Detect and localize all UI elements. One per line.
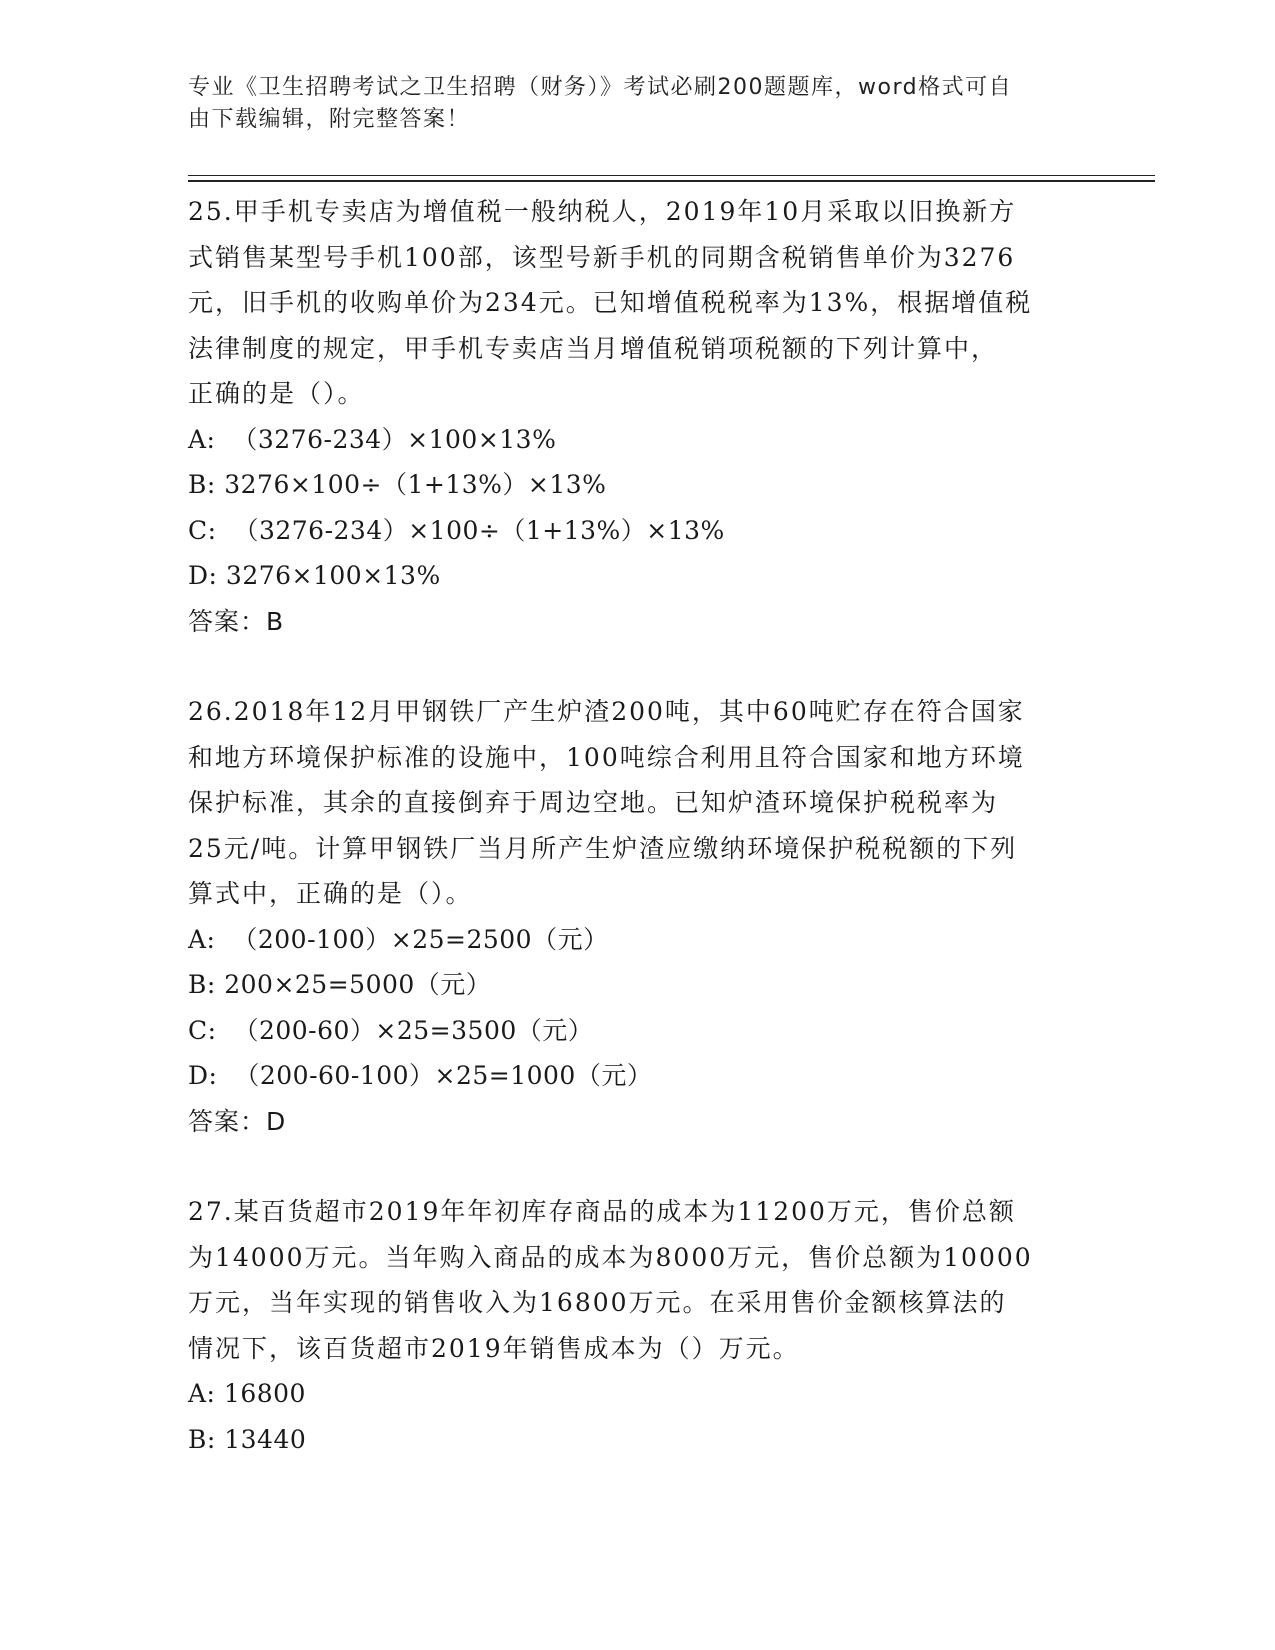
option-d: D: （200-60-100）×25=1000（元） xyxy=(188,1061,653,1090)
question-stem-line: 25元/吨。计算甲钢铁厂当月所产生炉渣应缴纳环境保护税税额的下列 xyxy=(188,833,1018,863)
question-stem-line: 26.2018年12月甲钢铁厂产生炉渣200吨，其中60吨贮存在符合国家 xyxy=(188,697,1025,726)
question-stem-line: 算式中，正确的是（）。 xyxy=(188,879,473,908)
option-d: D: 3276×100×13% xyxy=(188,561,441,590)
document-header xyxy=(188,72,1078,136)
header-divider-thin xyxy=(188,175,1155,176)
question-stem-line: 式销售某型号手机100部，该型号新手机的同期含税销售单价为3276 xyxy=(188,242,1016,272)
option-a: A: （3276-234）×100×13% xyxy=(188,424,557,454)
header-divider-thick xyxy=(188,180,1155,182)
option-c: C: （200-60）×25=3500（元） xyxy=(188,1015,594,1045)
question-stem-line: 万元，当年实现的销售收入为16800万元。在采用售价金额核算法的 xyxy=(188,1288,1007,1317)
question-stem-line: 和地方环境保护标准的设施中，100吨综合利用且符合国家和地方环境 xyxy=(188,742,1025,772)
header-line: 专业《卫生招聘考试之卫生招聘（财务）》考试必刷200题题库，word格式可自 xyxy=(188,75,1013,100)
option-a: A: 16800 xyxy=(188,1379,306,1408)
header-line: 由下载编辑，附完整答案！ xyxy=(188,107,471,132)
question-stem-line: 保护标准，其余的直接倒弃于周边空地。已知炉渣环境保护税税率为 xyxy=(188,788,999,817)
question-stem-line: 25.甲手机专卖店为增值税一般纳税人，2019年10月采取以旧换新方 xyxy=(188,197,1017,226)
question-stem-line: 正确的是（）。 xyxy=(188,379,365,408)
answer-label: 答案：D xyxy=(188,1106,287,1136)
question-stem-line: 情况下，该百货超市2019年销售成本为（）万元。 xyxy=(188,1333,800,1363)
option-c: C: （3276-234）×100÷（1+13%）×13% xyxy=(188,515,725,545)
option-b: B: 13440 xyxy=(188,1424,307,1454)
question-25 xyxy=(188,189,1078,644)
question-27 xyxy=(188,1189,1078,1462)
question-stem-line: 元，旧手机的收购单价为234元。已知增值税税率为13%，根据增值税 xyxy=(188,288,1033,317)
question-stem-line: 为14000万元。当年购入商品的成本为8000万元，售价总额为10000 xyxy=(188,1242,1033,1272)
option-a: A: （200-100）×25=2500（元） xyxy=(188,924,609,954)
question-26 xyxy=(188,689,1078,1144)
option-b: B: 200×25=5000（元） xyxy=(188,970,492,999)
answer-label: 答案：B xyxy=(188,606,285,636)
option-b: B: 3276×100÷（1+13%）×13% xyxy=(188,470,607,499)
question-stem-line: 27.某百货超市2019年年初库存商品的成本为11200万元，售价总额 xyxy=(188,1197,1016,1226)
question-stem-line: 法律制度的规定，甲手机专卖店当月增值税销项税额的下列计算中， xyxy=(188,333,999,363)
